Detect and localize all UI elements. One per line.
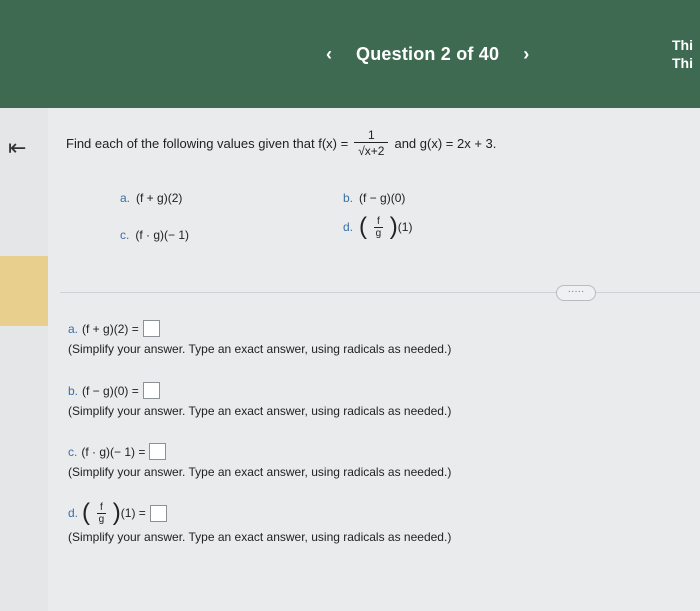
answer-a (68, 320, 451, 356)
part-label: b. (343, 191, 354, 205)
problem-statement (66, 128, 496, 158)
f-over-g-fraction (373, 216, 384, 239)
part-expr: (f + g)(2) (136, 191, 183, 205)
answer-expr: (f − g)(0) = (82, 383, 139, 398)
part-arg: (1) (397, 220, 413, 234)
divider (60, 292, 700, 293)
fraction-numerator: f (377, 215, 380, 227)
part-expr: (f · g)(− 1) (135, 228, 190, 242)
fraction-denominator: g (375, 227, 382, 239)
intro-text: Find each of the following values given that f(x) = (66, 135, 349, 151)
right-paren: ) (112, 499, 121, 526)
tail-text: and g(x) = 2x + 3. (394, 135, 497, 151)
answer-label: d. (68, 506, 79, 520)
part-a (120, 191, 182, 205)
left-paren: ( (359, 213, 368, 240)
more-options-button[interactable]: ····· (556, 285, 596, 301)
answer-expr: (1) = (120, 506, 146, 520)
answer-hint: (Simplify your answer. Type an exact answer, using radicals as needed.) (68, 465, 452, 479)
f-denominator: √x+2 (354, 142, 388, 158)
part-label: c. (120, 228, 130, 242)
cut-off-line: Thi (672, 55, 693, 71)
answer-expr: (f + g)(2) = (82, 321, 139, 336)
collapse-arrow-icon[interactable]: ⇤ (8, 135, 27, 160)
fraction-denominator: g (98, 513, 105, 525)
fraction-numerator: f (100, 501, 103, 513)
header-bar (0, 0, 700, 108)
next-question-chevron-icon[interactable]: › (523, 43, 530, 64)
part-b (343, 191, 405, 205)
part-label: a. (120, 191, 131, 205)
left-sidebar (0, 108, 48, 611)
answer-hint: (Simplify your answer. Type an exact answer, using radicals as needed.) (68, 404, 452, 418)
f-over-g-fraction (96, 502, 107, 525)
part-expr: (f − g)(0) (359, 191, 406, 205)
left-paren: ( (82, 499, 91, 526)
right-paren: ) (389, 213, 398, 240)
answer-label: b. (68, 383, 79, 398)
answer-d (68, 501, 451, 544)
answer-label: c. (68, 444, 78, 459)
answer-b (68, 382, 451, 418)
part-label: d. (343, 220, 354, 234)
f-fraction (354, 128, 388, 158)
f-numerator: 1 (367, 128, 375, 142)
answer-c (68, 443, 451, 479)
answer-expr: (f · g)(− 1) = (81, 444, 146, 459)
cut-off-line: Thi (672, 37, 693, 53)
cut-off-text (672, 36, 693, 72)
answer-label: a. (68, 321, 79, 336)
answer-a-input[interactable] (143, 320, 160, 337)
question-nav (318, 40, 537, 68)
part-d (343, 215, 412, 239)
answer-hint: (Simplify your answer. Type an exact answer, using radicals as needed.) (68, 342, 452, 356)
answer-d-input[interactable] (150, 505, 167, 522)
sidebar-highlight (0, 256, 48, 326)
answer-hint: (Simplify your answer. Type an exact answer, using radicals as needed.) (68, 530, 452, 544)
question-content (60, 108, 700, 611)
question-label: Question 2 of 40 (356, 43, 500, 64)
answer-b-input[interactable] (143, 382, 160, 399)
answer-c-input[interactable] (149, 443, 166, 460)
prev-question-chevron-icon[interactable]: ‹ (326, 43, 332, 64)
part-c (120, 228, 189, 242)
